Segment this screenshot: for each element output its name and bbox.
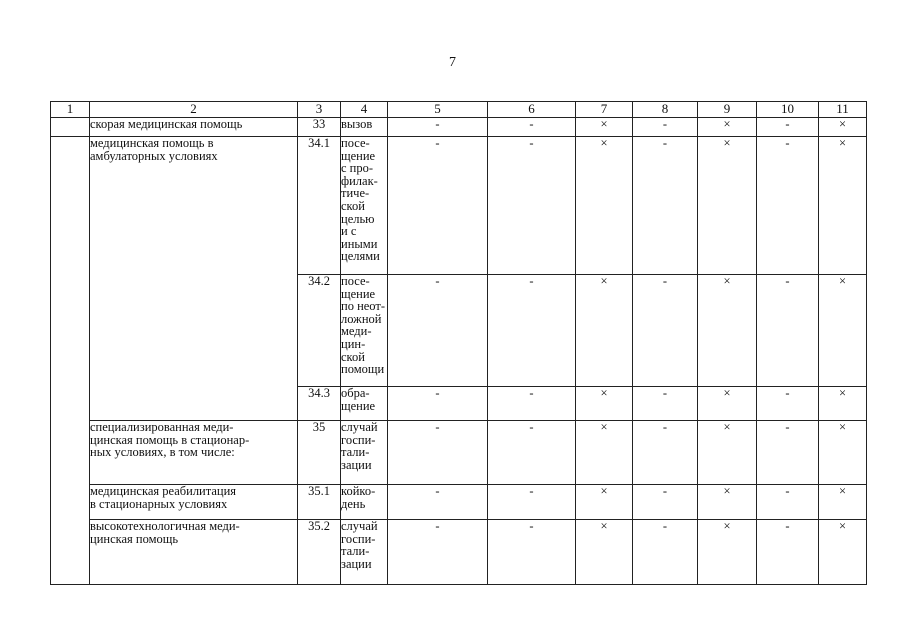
value-cell: × [819, 387, 867, 421]
unit-line: по неот- [341, 299, 386, 314]
unit-cell [341, 118, 388, 137]
service-name-line: высокотехнологичная меди- [90, 519, 240, 533]
service-name-line: специализированная меди- [90, 420, 234, 434]
unit-line: тали- [341, 544, 370, 559]
value-cell: - [633, 137, 698, 275]
unit-line: госпи- [341, 432, 376, 447]
value-cell: × [819, 275, 867, 387]
service-name-line: медицинская помощь в [90, 136, 214, 150]
service-name-line: скорая медицинская помощь [90, 117, 243, 131]
unit-line: с про- [341, 161, 374, 176]
unit-line: случай [341, 519, 378, 533]
value-cell: - [757, 275, 819, 387]
table-row [51, 485, 867, 520]
value-cell: - [488, 275, 576, 387]
value-cell: × [576, 137, 633, 275]
value-cell: × [819, 137, 867, 275]
unit-line: день [341, 496, 366, 511]
code-cell: 34.3 [298, 387, 341, 421]
value-cell: - [757, 118, 819, 137]
value-cell: - [633, 421, 698, 485]
value-cell: - [633, 387, 698, 421]
value-cell: × [576, 421, 633, 485]
row-number-cell [51, 118, 90, 137]
value-cell: - [388, 387, 488, 421]
unit-line: цин- [341, 336, 366, 351]
unit-line: посе- [341, 274, 370, 288]
value-cell: - [633, 485, 698, 520]
value-cell: × [698, 118, 757, 137]
value-cell: - [757, 387, 819, 421]
value-cell: × [576, 275, 633, 387]
code-cell: 35.1 [298, 485, 341, 520]
value-cell: × [576, 520, 633, 585]
service-name-cell [90, 421, 298, 485]
unit-line: тали- [341, 445, 370, 460]
code-cell: 34.1 [298, 137, 341, 275]
unit-line: иными [341, 236, 378, 251]
unit-line: тиче- [341, 186, 370, 201]
unit-line: госпи- [341, 531, 376, 546]
unit-line: зации [341, 457, 372, 472]
value-cell: - [488, 137, 576, 275]
column-header: 5 [388, 102, 488, 118]
service-name-cell [90, 118, 298, 137]
value-cell: - [488, 421, 576, 485]
value-cell: × [819, 485, 867, 520]
unit-line: случай [341, 420, 378, 434]
value-cell: - [488, 387, 576, 421]
value-cell: × [819, 118, 867, 137]
value-cell: - [488, 520, 576, 585]
unit-line: и с [341, 224, 357, 239]
unit-line: целями [341, 249, 380, 264]
code-cell: 35 [298, 421, 341, 485]
unit-line: зации [341, 556, 372, 571]
service-name-line: в стационарных условиях [90, 496, 228, 511]
code-cell: 33 [298, 118, 341, 137]
unit-cell [341, 275, 388, 387]
unit-line: щение [341, 398, 376, 413]
unit-line: ской [341, 349, 365, 364]
value-cell: - [633, 275, 698, 387]
value-cell: - [757, 421, 819, 485]
unit-line: вызов [341, 117, 373, 131]
service-name-cell [90, 520, 298, 585]
column-header: 11 [819, 102, 867, 118]
value-cell: - [488, 118, 576, 137]
table-row [51, 118, 867, 137]
column-header: 8 [633, 102, 698, 118]
unit-cell [341, 421, 388, 485]
column-header: 6 [488, 102, 576, 118]
service-name-line: ных условиях, в том числе: [90, 445, 235, 460]
value-cell: - [757, 520, 819, 585]
table-row [51, 421, 867, 485]
value-cell: × [576, 387, 633, 421]
value-cell: × [698, 485, 757, 520]
value-cell: - [388, 520, 488, 585]
service-name-line: амбулаторных условиях [90, 148, 218, 163]
value-cell: - [757, 137, 819, 275]
service-name-cell [90, 137, 298, 421]
service-name-line: цинская помощь в стационар- [90, 432, 250, 447]
value-cell: × [576, 118, 633, 137]
column-header: 7 [576, 102, 633, 118]
service-name-line: медицинская реабилитация [90, 484, 237, 498]
unit-cell [341, 520, 388, 585]
header-row [51, 102, 867, 118]
value-cell: - [633, 520, 698, 585]
table-row [51, 137, 867, 275]
value-cell: - [488, 485, 576, 520]
code-cell: 35.2 [298, 520, 341, 585]
unit-line: щение [341, 148, 376, 163]
unit-cell [341, 485, 388, 520]
column-header: 4 [341, 102, 388, 118]
data-table [50, 101, 867, 585]
column-header: 9 [698, 102, 757, 118]
unit-line: помощи [341, 362, 385, 377]
column-header: 10 [757, 102, 819, 118]
value-cell: × [698, 137, 757, 275]
column-header: 2 [90, 102, 298, 118]
value-cell: - [388, 118, 488, 137]
value-cell: - [388, 275, 488, 387]
unit-cell [341, 387, 388, 421]
page-number: 7 [449, 55, 456, 70]
unit-line: койко- [341, 484, 376, 498]
column-header: 3 [298, 102, 341, 118]
value-cell: × [698, 520, 757, 585]
unit-line: щение [341, 286, 376, 301]
unit-line: обра- [341, 386, 370, 400]
value-cell: × [819, 421, 867, 485]
value-cell: × [698, 421, 757, 485]
value-cell: - [388, 137, 488, 275]
service-name-line: цинская помощь [90, 531, 179, 546]
value-cell: × [698, 275, 757, 387]
service-name-cell [90, 485, 298, 520]
value-cell: × [819, 520, 867, 585]
value-cell: × [698, 387, 757, 421]
unit-line: целью [341, 211, 375, 226]
value-cell: × [576, 485, 633, 520]
table-row [51, 520, 867, 585]
value-cell: - [388, 421, 488, 485]
value-cell: - [633, 118, 698, 137]
unit-line: ложной [341, 311, 382, 326]
unit-line: филак- [341, 173, 378, 188]
row-number-cell [51, 137, 90, 585]
value-cell: - [757, 485, 819, 520]
unit-line: меди- [341, 324, 372, 339]
unit-line: посе- [341, 136, 370, 150]
unit-cell [341, 137, 388, 275]
code-cell: 34.2 [298, 275, 341, 387]
column-header: 1 [51, 102, 90, 118]
unit-line: ской [341, 198, 365, 213]
value-cell: - [388, 485, 488, 520]
